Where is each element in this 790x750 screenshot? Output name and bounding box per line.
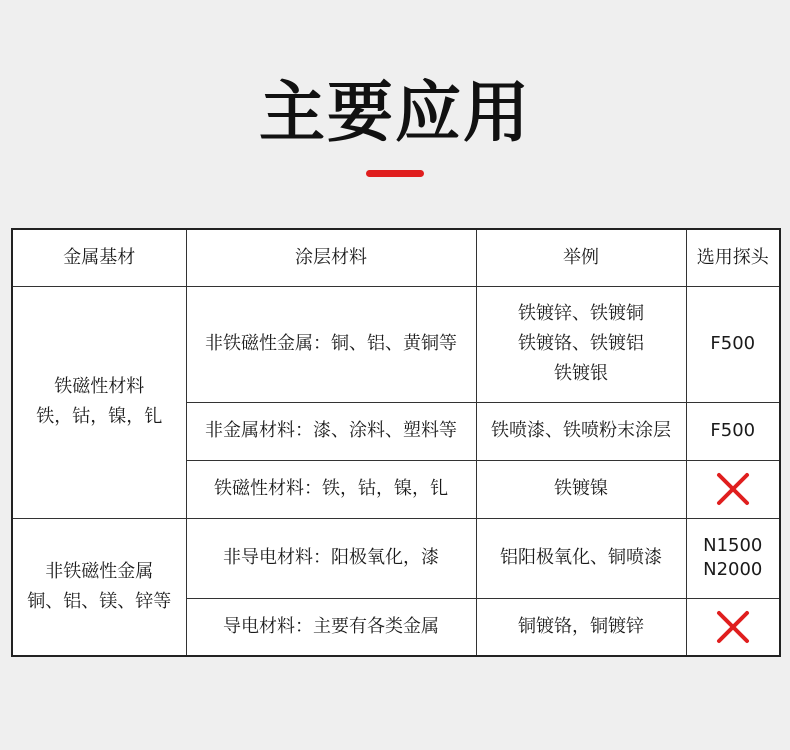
red-cross-icon: [715, 609, 751, 645]
header-base-material: 金属基材: [12, 229, 186, 286]
base-material-elements: 铁，钴，镍，钆: [36, 406, 163, 427]
table-row: [12, 286, 780, 402]
base-material-name: 非铁磁性金属: [45, 560, 154, 582]
probe-model: N1500: [703, 535, 763, 556]
example-cell: [476, 402, 686, 460]
page-title: 主要应用: [259, 74, 531, 151]
coating-cell: 铁磁性材料：铁，钴，镍，钆: [186, 460, 476, 518]
table-row: [12, 518, 780, 598]
example-line: 铁镀锌、铁镀铜: [518, 303, 644, 324]
coating-cell: 非铁磁性金属：铜、铝、黄铜等: [186, 286, 476, 402]
header-probe: 选用探头: [686, 229, 780, 286]
probe-cell: [686, 402, 780, 460]
probe-cell: [686, 460, 780, 518]
coating-cell: 导电材料：主要有各类金属: [186, 598, 476, 656]
example-cell: [476, 598, 686, 656]
header-example: 举例: [476, 229, 686, 286]
coating-cell: 非导电材料：阳极氧化，漆: [186, 518, 476, 598]
example-line: 铁镀银: [554, 363, 608, 384]
base-material-name: 铁磁性材料: [54, 376, 145, 397]
base-material-cell: [12, 286, 186, 518]
probe-cell: [686, 286, 780, 402]
probe-cell: [686, 598, 780, 656]
example-line: 铜镀铬，铜镀锌: [518, 615, 644, 637]
probe-cell: [686, 518, 780, 598]
example-cell: [476, 518, 686, 598]
probe-model: F500: [710, 333, 756, 354]
base-material-elements: 铜、铝、镁、锌等: [27, 590, 172, 612]
header-coating-material: 涂层材料: [186, 229, 476, 286]
title-underline: [366, 170, 424, 177]
example-cell: [476, 460, 686, 518]
table-header-row: [12, 229, 780, 286]
example-line: 铁镀镍: [554, 478, 608, 499]
probe-model: N2000: [703, 559, 763, 580]
coating-cell: 非金属材料：漆、涂料、塑料等: [186, 402, 476, 460]
red-cross-icon: [715, 471, 751, 507]
probe-model: F500: [710, 420, 756, 441]
example-line: 铝阳极氧化、铜喷漆: [500, 547, 662, 568]
example-line: 铁喷漆、铁喷粉末涂层: [491, 420, 671, 441]
base-material-cell: [12, 518, 186, 656]
example-cell: [476, 286, 686, 402]
example-line: 铁镀铬、铁镀铝: [518, 333, 644, 354]
application-table: [11, 228, 781, 657]
